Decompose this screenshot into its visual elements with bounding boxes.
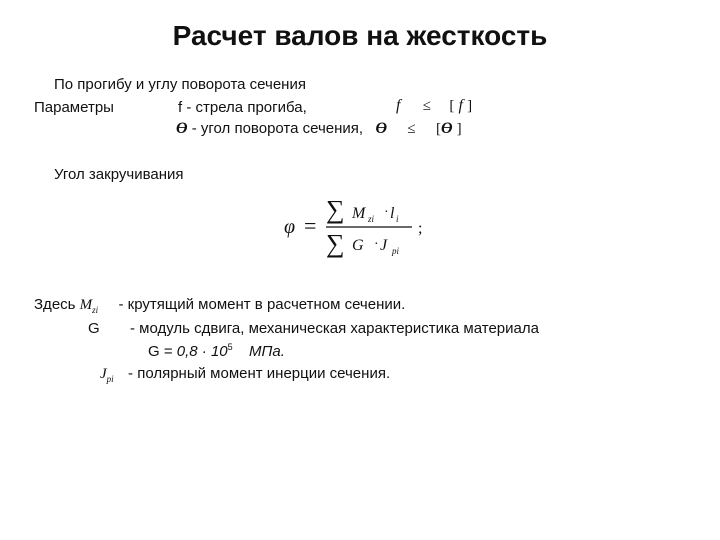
torque-subscript: zi <box>368 214 375 224</box>
torque-note <box>34 296 405 314</box>
torsion-formula <box>280 190 440 270</box>
deflection-description: f - стрела прогиба, <box>178 99 307 116</box>
bracket-close: ] <box>467 98 473 114</box>
polar-inertia-note-symbol: J <box>100 366 107 382</box>
allowed-deflection-symbol: f <box>458 97 463 114</box>
leq-sign-2: ≤ <box>407 121 416 137</box>
page-title: Расчет валов на жесткость <box>172 20 548 51</box>
polar-inertia-subscript: pi <box>392 246 400 256</box>
params-label: Параметры <box>34 99 114 116</box>
torque-note-symbol: M <box>79 297 93 313</box>
shear-modulus-symbol: G <box>352 237 364 254</box>
polar-inertia-note-subscript: pi <box>106 374 114 384</box>
dot-denominator: · <box>374 237 379 252</box>
polar-inertia-note-description: - полярный момент инерции сечения. <box>128 365 391 382</box>
bending-heading: По прогибу и углу поворота сечения <box>54 76 306 93</box>
shear-modulus-note-description: - модуль сдвига, механическая характеристика материала <box>130 320 539 337</box>
rotation-angle-description: - угол поворота сечения, <box>191 120 364 137</box>
sum-denominator: ∑ <box>326 229 345 258</box>
torque-symbol: M <box>352 205 366 222</box>
leq-sign: ≤ <box>422 98 432 114</box>
torque-note-description: - крутящий момент в расчетном сечении. <box>118 296 406 313</box>
shear-modulus-value: $G = 0,8 \cdot 10^5$ МПа. <box>148 342 285 360</box>
sum-numerator: ∑ <box>326 195 345 224</box>
torque-note-subscript: zi <box>92 305 99 315</box>
theta-condition-symbol: Ө <box>375 120 388 137</box>
bracket-close-2: ] <box>456 121 462 137</box>
formula-semicolon: ; <box>418 220 423 237</box>
equals-sign: = <box>304 213 317 238</box>
deflection-symbol: f <box>396 97 401 114</box>
polar-inertia-symbol: J <box>380 237 388 254</box>
shear-modulus-note <box>88 320 539 337</box>
torsion-heading: Угол закручивания <box>54 166 184 183</box>
bracket-open: [ <box>449 98 455 114</box>
here-label: Здесь <box>34 296 76 313</box>
phi-symbol: φ <box>284 216 296 238</box>
allowed-theta-symbol: Ө <box>440 120 453 137</box>
length-symbol: l <box>390 205 395 222</box>
polar-inertia-note <box>100 365 390 383</box>
dot-numerator: · <box>384 205 389 220</box>
rotation-angle-line <box>176 120 462 138</box>
deflection-condition <box>396 97 472 115</box>
shear-modulus-note-symbol: G <box>88 320 100 337</box>
length-subscript: i <box>396 214 399 224</box>
bracket-open-2: [ <box>435 121 441 137</box>
theta-symbol: Ө <box>176 120 188 137</box>
